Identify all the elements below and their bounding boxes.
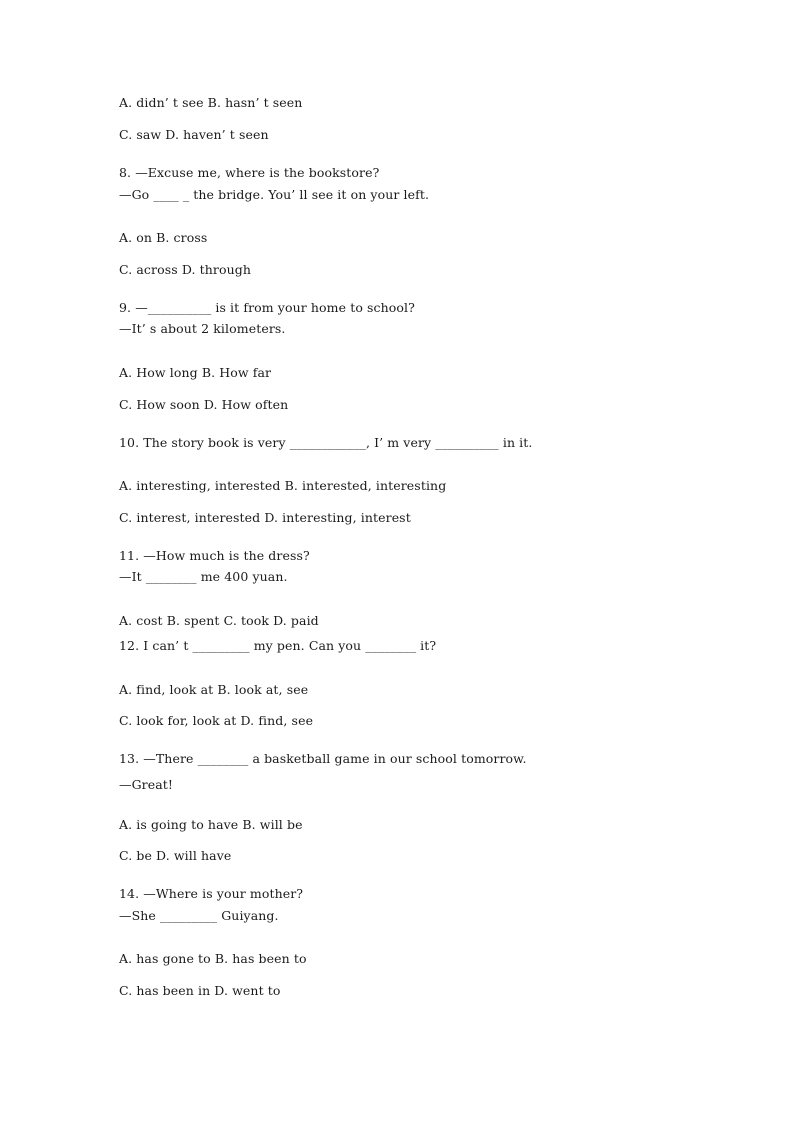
q8-options-cd: C. across D. through [119,262,252,277]
q11-prompt: 11. —How much is the dress? [119,548,310,563]
q8-options-ab: A. on B. cross [119,230,208,245]
q14-reply: —She _________ Guiyang. [119,908,279,923]
q8-reply: —Go ____ _ the bridge. You’ ll see it on your left. [119,187,430,202]
q12-options-ab: A. find, look at B. look at, see [119,682,309,697]
q11-options: A. cost B. spent C. took D. paid [119,613,319,628]
q9-options-cd: C. How soon D. How often [119,397,289,412]
q7-options-ab: A. didn’ t see B. hasn’ t seen [119,95,303,110]
q8-prompt: 8. —Excuse me, where is the bookstore? [119,165,380,180]
q7-options-cd: C. saw D. haven’ t seen [119,127,269,142]
q10-options-cd: C. interest, interested D. interesting, interest [119,510,411,525]
q10-options-ab: A. interesting, interested B. interested, interesting [119,478,447,493]
q13-options-cd: C. be D. will have [119,848,232,863]
q9-reply: —It’ s about 2 kilometers. [119,321,286,336]
q13-prompt: 13. —There ________ a basketball game in our school tomorrow. [119,751,527,766]
q12-options-cd: C. look for, look at D. find, see [119,713,314,728]
q9-options-ab: A. How long B. How far [119,365,272,380]
q14-options-ab: A. has gone to B. has been to [119,951,307,966]
q14-options-cd: C. has been in D. went to [119,983,281,998]
q13-options-ab: A. is going to have B. will be [119,817,303,832]
q14-prompt: 14. —Where is your mother? [119,886,304,901]
q12-prompt: 12. I can’ t _________ my pen. Can you ________ it? [119,638,437,653]
q10-prompt: 10. The story book is very ____________, I’ m very __________ in it. [119,435,533,450]
q11-reply: —It ________ me 400 yuan. [119,569,288,584]
q13-reply: —Great! [119,777,174,792]
q9-prompt: 9. —__________ is it from your home to school? [119,300,415,315]
